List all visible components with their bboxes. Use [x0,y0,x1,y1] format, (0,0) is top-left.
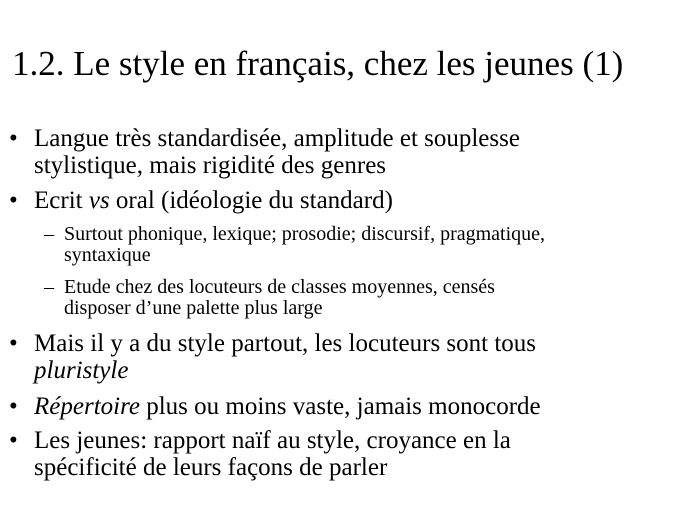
bullet-item-3 [9,330,537,384]
bullet-3-line-2 [34,357,536,384]
sub-bullet-marker: – [44,223,54,245]
bullet-marker: • [9,125,18,152]
bullet-3-text-em: pluristyle [34,357,129,384]
sub-bullet-marker: – [44,276,54,298]
bullet-5-line-2: spécificité de leurs façons de parler [34,454,388,481]
bullet-5-line-1: Les jeunes: rapport naïf au style, croyance en la [34,427,511,454]
bullet-4-line-1 [34,393,541,420]
bullet-2-text-pre: Ecrit [34,187,89,214]
bullet-item-2 [9,187,393,214]
slide-title: 1.2. Le style en français, chez les jeunes (1) [12,44,624,83]
sub-bullet-1-line-2: syntaxique [64,244,151,266]
bullet-marker: • [9,393,18,420]
bullet-4-text-post: plus ou moins vaste, jamais monocorde [139,393,541,420]
bullet-item-5 [9,427,511,481]
sub-bullet-2-line-1: Etude chez des locuteurs de classes moyennes, censés [64,276,495,298]
bullet-marker: • [9,427,18,454]
bullet-2-text-em: vs [88,187,110,214]
bullet-2-line-1 [34,187,393,214]
bullet-marker: • [9,187,18,214]
bullet-item-4 [9,393,541,420]
bullet-1-line-1: Langue très standardisée, amplitude et souplesse [34,125,520,152]
bullet-2-text-post: oral (idéologie du standard) [109,187,393,214]
bullet-item-1 [9,125,520,179]
sub-bullet-1-line-1: Surtout phonique, lexique; prosodie; discursif, pragmatique, [64,223,546,245]
bullet-4-text-em: Répertoire [34,393,140,420]
bullet-3-line-1: Mais il y a du style partout, les locuteurs sont tous [34,330,537,357]
bullet-1-line-2: stylistique, mais rigidité des genres [34,152,387,179]
bullet-marker: • [9,330,18,357]
sub-bullet-2-line-2: disposer d’une palette plus large [64,297,323,319]
sub-bullet-item-1 [44,223,546,266]
sub-bullet-item-2 [44,276,495,319]
